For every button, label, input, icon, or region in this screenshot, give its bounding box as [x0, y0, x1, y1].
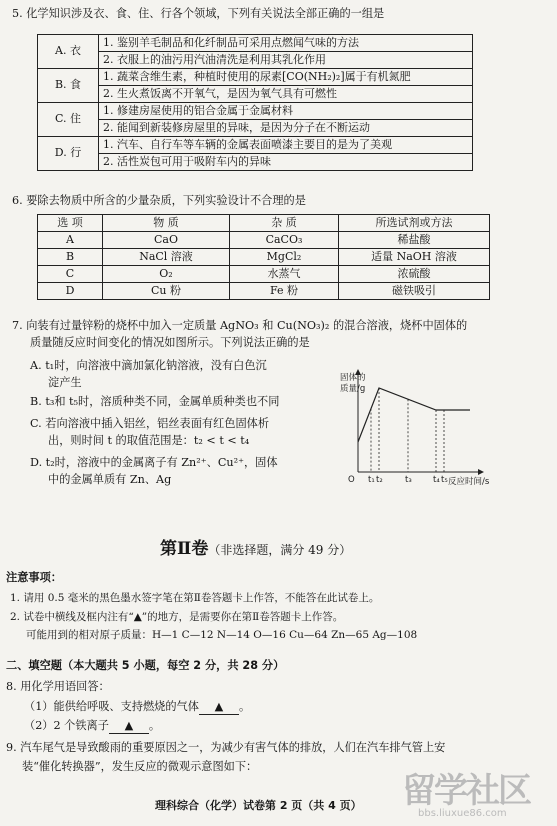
q7-stem-2: 质量随反应时间变化的情况如图所示。下列说法正确的是: [30, 336, 310, 349]
q6-cell: CaO: [103, 232, 230, 249]
q7-option-d-2: 中的金属单质有 Zn、Ag: [48, 473, 172, 486]
q6-cell: D: [38, 283, 103, 300]
x-tick-label: t₂: [376, 475, 383, 485]
q5-d2: 2. 活性炭包可用于吸附车内的异味: [99, 154, 473, 171]
q7-option-c-1: C. 若向溶液中插入铝丝，铝丝表面有红色固体析: [30, 417, 270, 430]
notice-1: 1. 请用 0.5 毫米的黑色墨水签字笔在第Ⅱ卷答题卡上作答，不能答在此试卷上。: [10, 592, 380, 604]
part2-heading: [160, 540, 351, 560]
x-axis-label: 反应时间/s: [448, 477, 490, 487]
q5-cat-a: A. 衣: [38, 35, 99, 69]
q6-cell: 磁铁吸引: [339, 283, 490, 300]
q7-option-b: B. t₃和 t₅时，溶质种类不同，金属单质种类也不同: [30, 395, 280, 408]
q8-1-end: 。: [238, 700, 251, 713]
atomic-masses: 可能用到的相对原子质量：H—1 C—12 N—14 O—16 Cu—64 Zn—65 Ag—108: [26, 629, 418, 641]
q6-cell: MgCl₂: [230, 249, 339, 266]
part2-subtitle: （非选择题，满分 49 分）: [208, 543, 352, 557]
q6-cell: B: [38, 249, 103, 266]
q5-stem: 5. 化学知识涉及衣、食、住、行各个领域，下列有关说法全部正确的一组是: [12, 7, 385, 20]
y-axis-label-1: 固体的: [340, 373, 366, 383]
q6-table: [37, 214, 490, 300]
q8-2-text: （2）2 个铁离子: [24, 719, 109, 732]
q5-d1: 1. 汽车、自行车等车辆的金属表面喷漆主要目的是为了美观: [99, 137, 473, 154]
watermark-logo: 留学社区: [402, 771, 530, 811]
q5-table: [37, 34, 473, 171]
q5-b2: 2. 生火煮饭离不开氧气，是因为氧气具有可燃性: [99, 86, 473, 103]
y-axis-label-2: 质量/g: [340, 384, 366, 394]
q8-2-end: 。: [148, 719, 161, 732]
q8-1: [24, 701, 250, 715]
q6-cell: C: [38, 266, 103, 283]
page-footer: 理科综合（化学）试卷第 2 页（共 4 页）: [155, 799, 362, 812]
q6-stem: 6. 要除去物质中所含的少量杂质，下列实验设计不合理的是: [12, 194, 306, 207]
q6-cell: 稀盐酸: [339, 232, 490, 249]
q6-cell: Cu 粉: [103, 283, 230, 300]
q6-header: 所选试剂或方法: [339, 215, 490, 232]
q6-header: 物 质: [103, 215, 230, 232]
q7-option-a-1: A. t₁时，向溶液中滴加氯化钠溶液，没有白色沉: [30, 359, 267, 372]
q6-cell: 浓硫酸: [339, 266, 490, 283]
q5-cat-c: C. 住: [38, 103, 99, 137]
origin-label: O: [348, 475, 355, 485]
q8-1-text: （1）能供给呼吸、支持燃烧的气体: [24, 700, 199, 713]
watermark-url: bbs.liuxue86.com: [418, 808, 507, 819]
notice-head: 注意事项：: [6, 571, 62, 584]
q6-header: 选 项: [38, 215, 103, 232]
q5-a1: 1. 鉴别羊毛制品和化纤制品可采用点燃闻气味的方法: [99, 35, 473, 52]
q6-cell: Fe 粉: [230, 283, 339, 300]
part2-title: 第Ⅱ卷: [160, 539, 209, 559]
mass-time-chart: [338, 360, 508, 488]
x-tick-label: t₄: [433, 475, 440, 485]
q6-header: 杂 质: [230, 215, 339, 232]
q5-c1: 1. 修建房屋使用的铝合金属于金属材料: [99, 103, 473, 120]
q5-c2: 2. 能闻到新装修房屋里的异味，是因为分子在不断运动: [99, 120, 473, 137]
q5-a2: 2. 衣服上的油污用汽油清洗是利用其乳化作用: [99, 52, 473, 69]
q6-cell: A: [38, 232, 103, 249]
q9-stem-2: 装“催化转换器”，发生反应的微观示意图如下：: [22, 760, 258, 773]
x-tick-label: t₁: [368, 475, 375, 485]
fill-head: 二、填空题（本大题共 5 小题，每空 2 分，共 28 分）: [6, 659, 285, 672]
q6-cell: 适量 NaOH 溶液: [339, 249, 490, 266]
q6-cell: NaCl 溶液: [103, 249, 230, 266]
q6-cell: CaCO₃: [230, 232, 339, 249]
q7-option-a-2: 淀产生: [48, 376, 82, 389]
answer-blank: ▲: [109, 720, 149, 734]
mass-curve: [358, 388, 470, 442]
q9-stem-1: 9. 汽车尾气是导致酸雨的重要原因之一，为减少有害气体的排放，人们在汽车排气管上安: [6, 741, 446, 754]
q8-stem: 8. 用化学用语回答：: [6, 680, 110, 693]
q5-cat-d: D. 行: [38, 137, 99, 171]
x-tick-label: t₅: [441, 475, 448, 485]
q5-cat-b: B. 食: [38, 69, 99, 103]
x-tick-label: t₃: [405, 475, 412, 485]
q7-stem-1: 7. 向装有过量锌粉的烧杯中加入一定质量 AgNO₃ 和 Cu(NO₃)₂ 的混合溶液，烧杯中固体的: [12, 319, 468, 332]
q5-b1: 1. 蔬菜含维生素，种植时使用的尿素[CO(NH₂)₂]属于有机氮肥: [99, 69, 473, 86]
chart-marks: [358, 388, 470, 485]
answer-blank: ▲: [199, 701, 239, 715]
q6-cell: O₂: [103, 266, 230, 283]
notice-2: 2. 试卷中横线及框内注有“▲”的地方，是需要你在第Ⅱ卷答题卡上作答。: [10, 611, 344, 623]
q8-2: [24, 720, 160, 734]
q7-option-c-2: 出，则时间 t 的取值范围是：t₂ < t < t₄: [48, 434, 250, 447]
q6-cell: 水蒸气: [230, 266, 339, 283]
q7-option-d-1: D. t₂时，溶液中的金属离子有 Zn²⁺、Cu²⁺，固体: [30, 456, 278, 469]
